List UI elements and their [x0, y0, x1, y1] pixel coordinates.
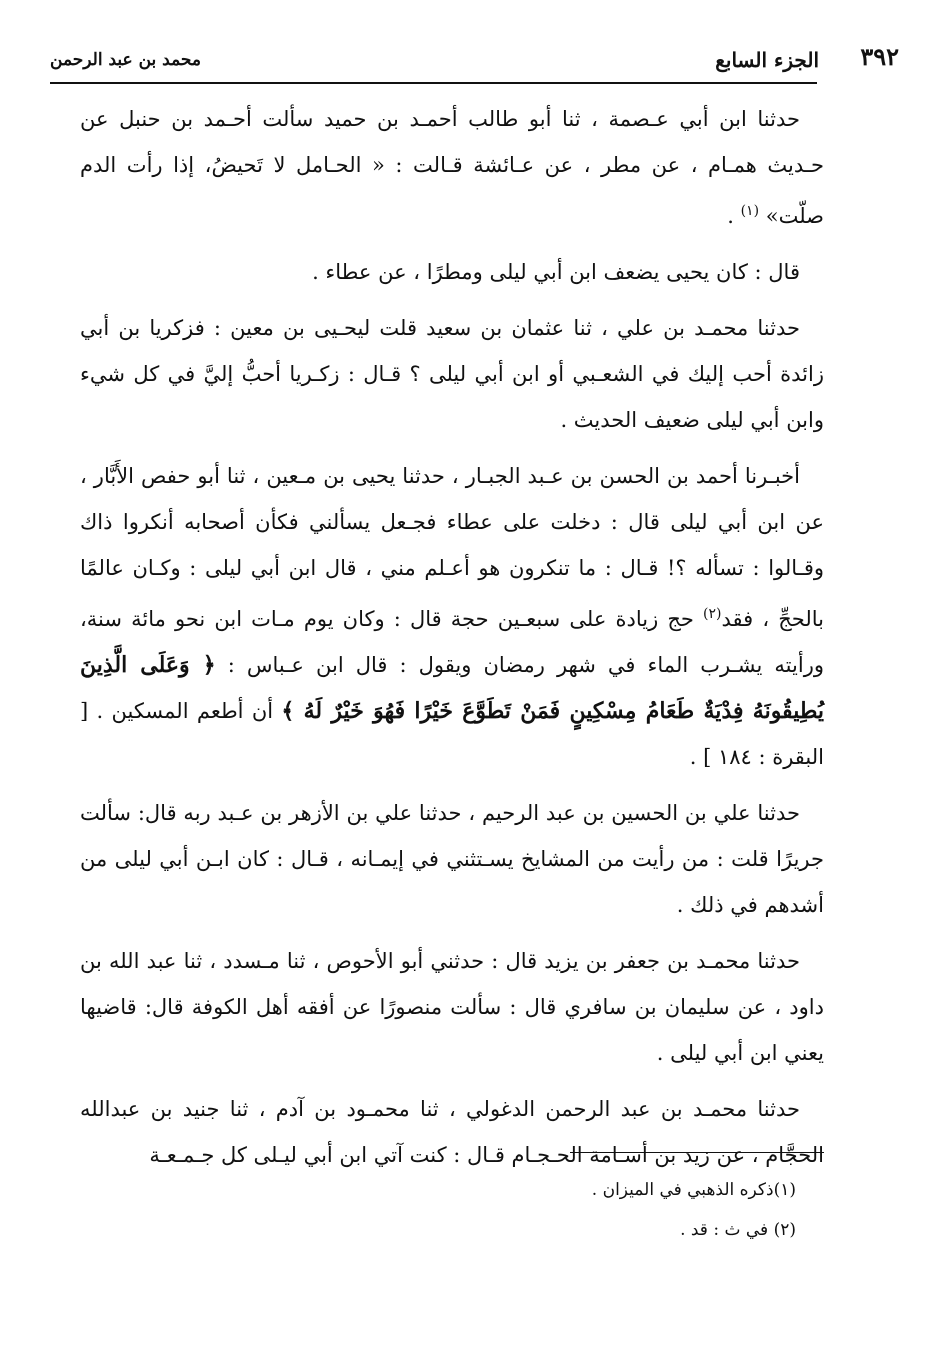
paragraph-3 — [80, 305, 824, 443]
header-author: محمد بن عبد الرحمن — [50, 50, 202, 70]
paragraph-text: قال : كان يحيى يضعف ابن أبي ليلى ومطرًا ، عن عطاء . — [312, 260, 800, 284]
footnote-rule — [570, 1152, 824, 1153]
paragraph-text: حج زيادة على سبعـين حجة قال : وكان يوم مـات ابن نحو مائة سنة، ورأيته يشـرب الماء في شهر رمضان ويقول : قال ابن عـباس : — [80, 607, 824, 677]
main-text — [80, 96, 824, 1188]
page-number: ٣٩٢ — [860, 42, 899, 71]
paragraph-4 — [80, 453, 824, 780]
paragraph-7 — [80, 1086, 824, 1178]
paragraph-1 — [80, 96, 824, 239]
paragraph-6 — [80, 938, 824, 1076]
footnote-marker: (٢) — [703, 606, 722, 622]
paragraph-2 — [80, 249, 824, 295]
paragraph-text: . — [727, 204, 741, 228]
paragraph-text: حدثنا محمـد بن جعفر بن يزيد قال : حدثني أبو الأحوص ، ثنا مـسدد ، ثنا عبد الله بن داود ، عن سليمان بن سافري قال : سألت منصورًا عن أفقه أهل الكوفة قال: قاضيها يعني ابن أبي ليلى . — [80, 949, 824, 1065]
footnote-1: (١)ذكره الذهبي في الميزان . — [591, 1180, 796, 1200]
header-rule — [50, 82, 817, 84]
quran-verse: ﴿ وَعَلَى الَّذِينَ يُطِيقُونَهُ فِدْيَةٌ طَعَامُ مِسْكِينٍ فَمَنْ تَطَوَّعَ خَيْرًا فَهُوَ خَيْرٌ لَهُ ﴾ — [80, 652, 824, 724]
paragraph-text: حدثنا محمـد بن علي ، ثنا عثمان بن سعيد قلت ليحـيى بن معين : فزكريا بن أبي زائدة أحب إليك في الشعـبي أو ابن أبي ليلى ؟ قـال : زكـريا أحبُّ إليَّ في كل شيء وابن أبي ليلى ضعيف الحديث . — [80, 316, 824, 432]
paragraph-5 — [80, 790, 824, 928]
paragraph-text: أن أطعم المسكين . [ البقرة : ١٨٤ ] . — [80, 699, 824, 769]
paragraph-text: حدثنا علي بن الحسين بن عبد الرحيم ، حدثنا علي بن الأزهر بن عـبد ربه قال: سألت جريرًا قلت : من رأيت من المشايخ يسـتثني في إيمـانه ، قـال : كان ابـن أبي ليلى من أشدهم في ذلك . — [80, 801, 824, 917]
footnote-2: (٢) في ث : قد . — [680, 1220, 796, 1240]
paragraph-text: حدثنا ابن أبي عـصمة ، ثنا أبو طالب أحمـد بن حميد سألت أحـمد بن حنبل عن حـديث همـام ، عن مطر ، عن عـائشة قـالت : « الحـامل لا تَحيضُ، إذا رأت الدم صلّت» — [80, 107, 824, 228]
footnotes — [400, 1170, 796, 1250]
running-header — [50, 40, 899, 80]
footnote-marker: (١) — [740, 203, 760, 219]
header-volume: الجزء السابع — [715, 48, 819, 72]
paragraph-text: حدثنا محمـد بن عبد الرحمن الدغولي ، ثنا محمـود بن آدم ، ثنا جنيد بن عبدالله الحجَّام ، عن زيد بن أسـامة الحـجـام قـال : كنت آتي ابن أبي ليـلى كل جـمـعـة — [80, 1097, 824, 1167]
paragraph-text: أخبـرنا أحمد بن الحسن بن عـبد الجبـار ، حدثنا يحيى بن مـعين ، ثنا أبو حفص الأَبَّار ، عن ابن أبي ليلى قال : دخلت على عطاء فجـعل يسألني فكأن أصحابه أنكروا ذاك وقـالوا : تسأله ؟! قـال : ما تنكرون هو أعـلم مني ، قال ابن أبي ليلى : وكـان عالمًا بالحجِّ ، فقد — [80, 464, 824, 631]
